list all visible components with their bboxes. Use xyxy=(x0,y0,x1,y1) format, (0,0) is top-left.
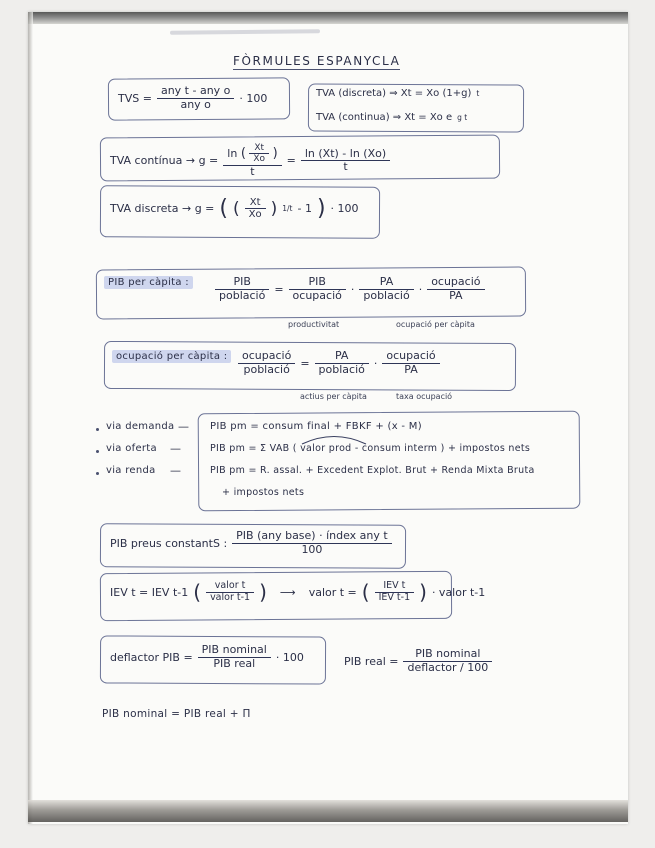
pib-num-2: PIB xyxy=(289,276,346,290)
tva-continua-label: TVA contínua → g = xyxy=(110,154,219,168)
poblacio-den: població xyxy=(219,288,266,302)
pa-poblacio-fraction-2 xyxy=(315,350,369,376)
tva-discreta-fraction xyxy=(245,197,266,221)
poblacio-den-4: població xyxy=(318,362,365,376)
tvs-label: TVS = xyxy=(118,91,152,105)
tvs-fraction xyxy=(157,85,234,111)
tvs-denominator: any o xyxy=(180,97,211,111)
tva-discreta-exponent: t xyxy=(476,89,480,98)
ocupacio-equals: = xyxy=(300,356,310,370)
ocupacio-pa-fraction-2 xyxy=(382,350,439,376)
pib-real-fraction xyxy=(403,648,492,674)
poblacio-den-2: població xyxy=(363,288,410,302)
tva-continua-num-2: ln (Xt) - ln (Xo) xyxy=(301,148,390,162)
pib-per-capita-formula xyxy=(215,276,485,302)
tva-discreta-tail: · 100 xyxy=(330,202,359,215)
tva-discreta-minus: - 1 xyxy=(297,202,312,215)
pib-preus-num: PIB (any base) · índex any t xyxy=(232,530,392,544)
scan-edge-bottom xyxy=(28,800,628,822)
deflactor-num: PIB nominal xyxy=(198,644,271,658)
pa-den-2: PA xyxy=(404,362,418,376)
tva-continua-formula xyxy=(110,143,390,178)
tva-discreta-den: Xo xyxy=(248,209,262,220)
iev-arrow: ⟶ xyxy=(279,585,296,599)
pa-den: PA xyxy=(449,288,463,302)
iev-formula: IEV t = IEV t-1 ( $\frac{\text{valor t}}{\text{valor t-1}}$ ) ⟶ valor t = ( $\frac{\text{IEV t}}{\text{IEV t-1}}$ ) · valor t-1 xyxy=(110,579,486,604)
iev-t1-den: IEV t-1 xyxy=(378,591,411,603)
pib-equals: = xyxy=(274,282,284,296)
tva-continua-den-2: t xyxy=(343,160,348,174)
pa-num: PA xyxy=(359,276,413,290)
tva-continua-fraction-2 xyxy=(301,148,390,174)
caption-ocupacio-per-capita: ocupació per càpita xyxy=(396,320,475,329)
deflactor-formula xyxy=(110,644,304,670)
ocupacio-num-2: ocupació xyxy=(238,350,295,364)
iev-fraction xyxy=(375,581,415,604)
inner-num: Xt xyxy=(249,143,269,154)
inner-fraction xyxy=(249,143,269,165)
tva-discreta-label: TVA discreta → g = xyxy=(110,202,215,215)
tva-discreta-num: Xt xyxy=(245,197,266,210)
tvs-numerator: any t - any o xyxy=(157,85,234,99)
bullet-via-renda xyxy=(96,472,99,475)
via-demanda-label: via demanda xyxy=(106,421,175,432)
tva-continua-num-1: ln ( $\frac{Xt}{Xo}$ ) xyxy=(223,143,281,166)
ocupacio-per-capita-label: ocupació per càpita : xyxy=(112,350,231,363)
tva-continua-text: TVA (continua) ⇒ Xt = Xo e xyxy=(316,112,453,123)
caption-productivitat: productivitat xyxy=(288,320,340,329)
tva-continua-equals: = xyxy=(286,154,296,168)
via-renda-label: via renda xyxy=(106,465,156,476)
deflactor-label: deflactor PIB = xyxy=(110,650,193,664)
pib-poblacio-fraction xyxy=(215,276,269,302)
pib-preus-constants-formula xyxy=(110,530,392,556)
iev-left: IEV t = IEV t-1 xyxy=(110,585,189,599)
tva-discreta-exponent: 1/t xyxy=(282,204,293,213)
ocupacio-poblacio-fraction xyxy=(238,350,295,376)
ocupacio-dot: · xyxy=(373,356,378,370)
tva-continua xyxy=(316,112,467,123)
pib-preus-den: 100 xyxy=(301,542,323,556)
pib-real-den: deflactor / 100 xyxy=(407,660,489,674)
via-renda-formula: PIB pm = R. assal. + Excedent Explot. Brut + Renda Mixta Bruta xyxy=(210,465,535,476)
tva-continua-fraction-1 xyxy=(223,143,281,178)
pib-per-capita-label: PIB per càpita : xyxy=(104,276,193,289)
ocupacio-den: ocupació xyxy=(292,288,342,302)
ocupacio-num-3: ocupació xyxy=(382,350,439,364)
ocupacio-pa-fraction xyxy=(427,276,484,302)
brace-curve-icon xyxy=(300,432,370,446)
iev-t-num: IEV t xyxy=(375,581,415,593)
ocupacio-num: ocupació xyxy=(427,276,484,290)
iev-right-label: valor t = xyxy=(308,585,357,599)
pib-preus-constants-fraction xyxy=(232,530,392,556)
pib-real-formula xyxy=(344,648,492,674)
pa-num-2: PA xyxy=(315,350,369,364)
via-demanda-formula: PIB pm = consum final + FBKF + (x - M) xyxy=(210,421,422,432)
pib-preus-constants-label: PIB preus constantS : xyxy=(110,536,228,550)
pib-real-num: PIB nominal xyxy=(403,648,492,662)
tvs-formula xyxy=(118,85,267,111)
tva-continua-exponent: g t xyxy=(457,113,468,122)
page-title: FÒRMULES ESPANYCLA xyxy=(233,54,401,68)
tva-discreta-formula: TVA discreta → g = ( ( $\frac{Xt}{Xo}$ ) 1/t - 1 ) · 100 xyxy=(110,196,359,221)
pib-ocupacio-fraction xyxy=(289,276,346,302)
pib-nominal-formula: PIB nominal = PIB real + Π xyxy=(102,708,251,720)
via-oferta-formula: PIB pm = Σ VAB ( valor prod - consum interm ) + impostos nets xyxy=(210,443,531,454)
tva-discreta-text: TVA (discreta) ⇒ Xt = Xo (1+g) xyxy=(316,88,472,99)
via-oferta-arrow: — xyxy=(170,442,181,455)
via-demanda-arrow: — xyxy=(178,420,189,433)
via-renda-continuation: + impostos nets xyxy=(222,487,305,498)
via-renda-arrow: — xyxy=(170,464,181,477)
pib-dot-1: · xyxy=(350,282,355,296)
tva-discreta xyxy=(316,88,479,99)
pa-poblacio-fraction xyxy=(359,276,413,302)
caption-actius-per-capita: actius per càpita xyxy=(300,392,367,401)
bullet-via-demanda xyxy=(96,428,99,431)
scan-edge-top xyxy=(28,12,628,24)
pib-num: PIB xyxy=(215,276,269,290)
ln-prefix: ln xyxy=(227,146,238,160)
valor-t1-den: valor t-1 xyxy=(210,591,251,603)
pib-dot-2: · xyxy=(418,282,423,296)
scan-edge-left xyxy=(28,12,33,824)
ocupacio-per-capita-formula xyxy=(238,350,440,376)
inner-den: Xo xyxy=(253,154,266,165)
via-oferta-label: via oferta xyxy=(106,443,157,454)
deflactor-den: PIB real xyxy=(213,656,256,670)
valor-t-num: valor t xyxy=(206,581,254,593)
iev-tail: · valor t-1 xyxy=(431,585,486,599)
tvs-tail: · 100 xyxy=(239,91,268,105)
valor-fraction xyxy=(206,581,254,604)
deflactor-tail: · 100 xyxy=(275,650,304,664)
pib-real-label: PIB real = xyxy=(344,654,399,668)
bullet-via-oferta xyxy=(96,450,99,453)
deflactor-fraction xyxy=(198,644,271,670)
caption-taxa-ocupacio: taxa ocupació xyxy=(396,392,453,401)
tva-continua-den-1: t xyxy=(250,164,255,178)
poblacio-den-3: població xyxy=(243,362,290,376)
